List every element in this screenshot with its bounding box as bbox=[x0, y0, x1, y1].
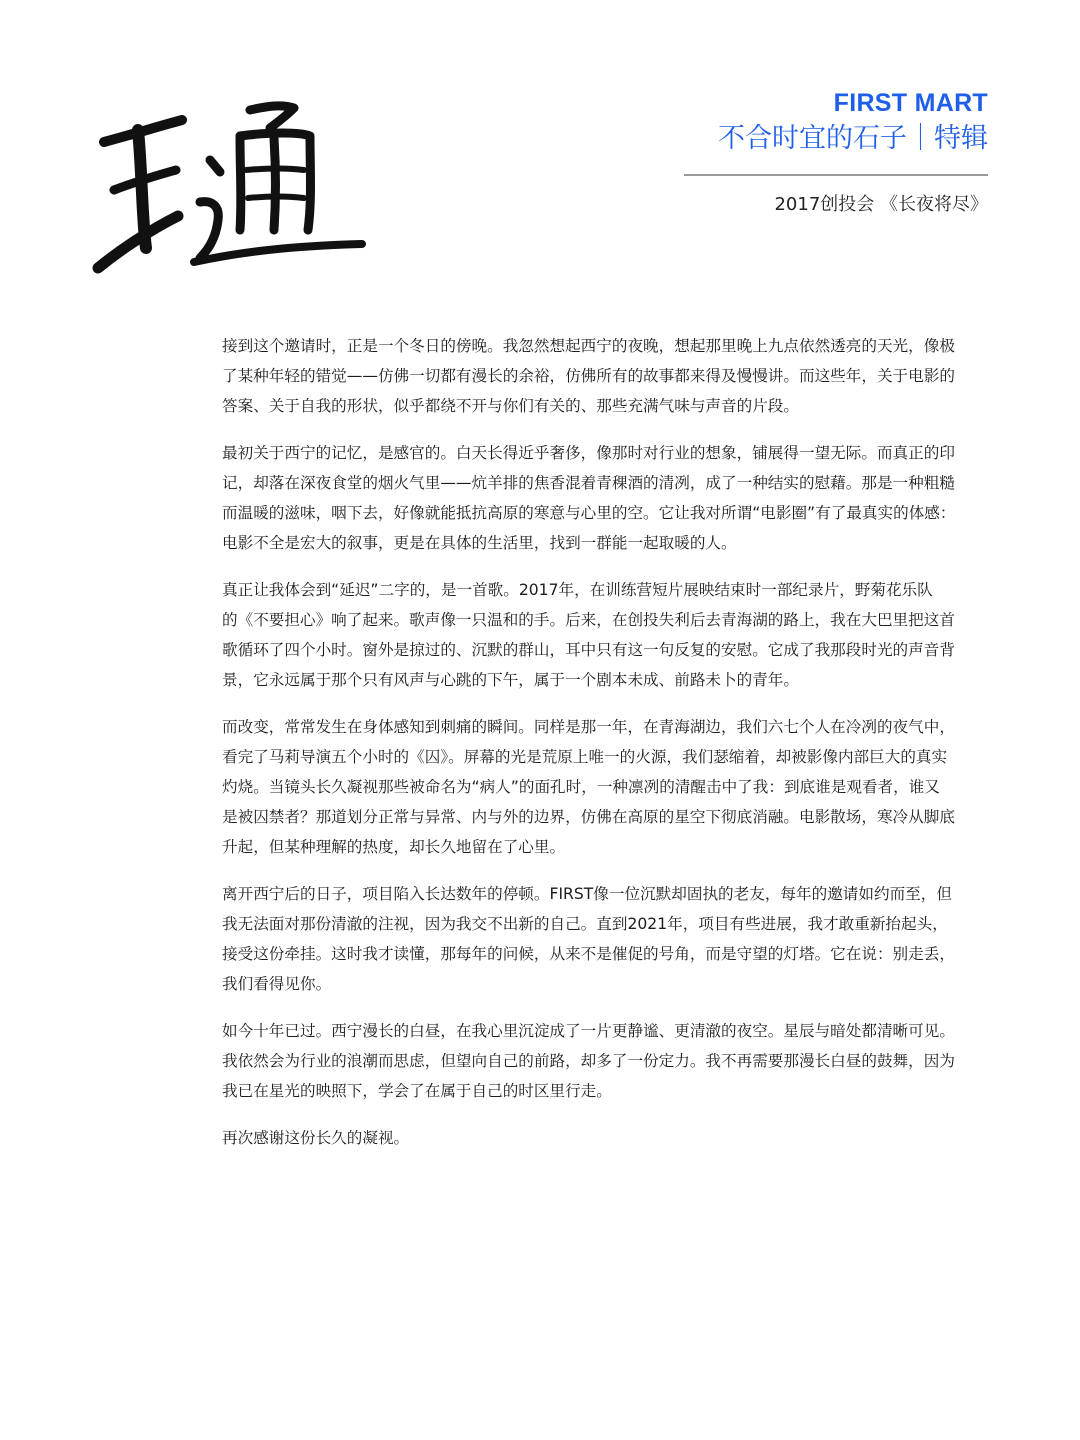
paragraph-line: 最初关于西宁的记忆，是感官的。白天长得近乎奢侈，像那时对行业的想象，铺展得一望无际。而真正的印 bbox=[222, 444, 955, 462]
paragraph-line: 的《不要担心》响了起来。歌声像一只温和的手。后来，在创投失利后去青海湖的路上，我在大巴里把这首 bbox=[222, 611, 955, 629]
paragraph-line: 接受这份牵挂。这时我才读懂，那每年的问候，从来不是催促的号角，而是守望的灯塔。它在说：别走丢， bbox=[222, 945, 955, 963]
paragraph bbox=[222, 712, 1002, 862]
paragraph-line: 我依然会为行业的浪潮而思虑，但望向自己的前路，却多了一份定力。我不再需要那漫长白昼的鼓舞，因为 bbox=[222, 1052, 955, 1070]
paragraph bbox=[222, 331, 1002, 421]
paragraph-line: 我们看得见你。 bbox=[222, 975, 332, 993]
header-block bbox=[608, 86, 988, 158]
paragraph bbox=[222, 575, 1002, 695]
paragraph-line: 了某种年轻的错觉——仿佛一切都有漫长的余裕，仿佛所有的故事都来得及慢慢讲。而这些年，关于电影的 bbox=[222, 367, 955, 385]
brand-title: FIRST MART bbox=[833, 89, 988, 117]
paragraph-line: 记，却落在深夜食堂的烟火气里——炕羊排的焦香混着青稞酒的清冽，成了一种结实的慰藉。那是一种粗糙 bbox=[222, 474, 955, 492]
paragraph-line: 歌循环了四个小时。窗外是掠过的、沉默的群山，耳中只有这一句反复的安慰。它成了我那段时光的声音背 bbox=[222, 641, 955, 659]
paragraph-line: 再次感谢这份长久的凝视。 bbox=[222, 1129, 410, 1147]
paragraph bbox=[222, 1123, 1002, 1153]
paragraph bbox=[222, 438, 1002, 558]
paragraph-line: 我无法面对那份清澈的注视，因为我交不出新的自己。直到2021年，项目有些进展，我才敢重新抬起头， bbox=[222, 915, 948, 933]
issue-subtitle: 不合时宜的石子｜特辑 bbox=[718, 123, 988, 154]
paragraph bbox=[222, 1016, 1002, 1106]
paragraph-line: 景，它永远属于那个只有风声与心跳的下午，属于一个剧本未成、前路未卜的青年。 bbox=[222, 671, 799, 689]
paragraph-line: 离开西宁后的日子，项目陷入长达数年的停顿。FIRST像一位沉默却固执的老友，每年的邀请如约而至，但 bbox=[222, 885, 952, 903]
paragraph bbox=[222, 879, 1002, 999]
paragraph-line: 而改变，常常发生在身体感知到刺痛的瞬间。同样是那一年，在青海湖边，我们六七个人在冷冽的夜气中， bbox=[222, 718, 955, 736]
header-divider bbox=[684, 174, 988, 176]
project-caption: 2017创投会 《长夜将尽》 bbox=[774, 194, 988, 215]
paragraph-line: 真正让我体会到“延迟”二字的，是一首歌。2017年，在训练营短片展映结束时一部纪录片，野菊花乐队 bbox=[222, 581, 933, 599]
paragraph-line: 看完了马莉导演五个小时的《囚》。屏幕的光是荒原上唯一的火源，我们瑟缩着，却被影像内部巨大的真实 bbox=[222, 748, 948, 766]
paragraph-line: 升起，但某种理解的热度，却长久地留在了心里。 bbox=[222, 838, 566, 856]
paragraph-line: 电影不全是宏大的叙事，更是在具体的生活里，找到一群能一起取暖的人。 bbox=[222, 534, 737, 552]
paragraph-line: 答案、关于自我的形状，似乎都绕不开与你们有关的、那些充满气味与声音的片段。 bbox=[222, 397, 799, 415]
paragraph-line: 如今十年已过。西宁漫长的白昼，在我心里沉淀成了一片更静谧、更清澈的夜空。星辰与暗处都清晰可见。 bbox=[222, 1022, 955, 1040]
paragraph-line: 接到这个邀请时，正是一个冬日的傍晚。我忽然想起西宁的夜晚，想起那里晚上九点依然透亮的天光，像极 bbox=[222, 337, 955, 355]
letter-body bbox=[222, 331, 1002, 1170]
signature-brush-strokes bbox=[90, 80, 370, 280]
paragraph-line: 而温暖的滋味，咽下去，好像就能抵抗高原的寒意与心里的空。它让我对所谓“电影圈”有了最真实的体感： bbox=[222, 504, 956, 522]
paragraph-line: 灼烧。当镜头长久凝视那些被命名为“病人”的面孔时，一种凛冽的清醒击中了我：到底谁是观看者，谁又 bbox=[222, 778, 940, 796]
signature-calligraphy bbox=[90, 80, 370, 280]
paragraph-line: 我已在星光的映照下，学会了在属于自己的时区里行走。 bbox=[222, 1082, 612, 1100]
paragraph-line: 是被囚禁者？那道划分正常与异常、内与外的边界，仿佛在高原的星空下彻底消融。电影散场，寒冷从脚底 bbox=[222, 808, 955, 826]
